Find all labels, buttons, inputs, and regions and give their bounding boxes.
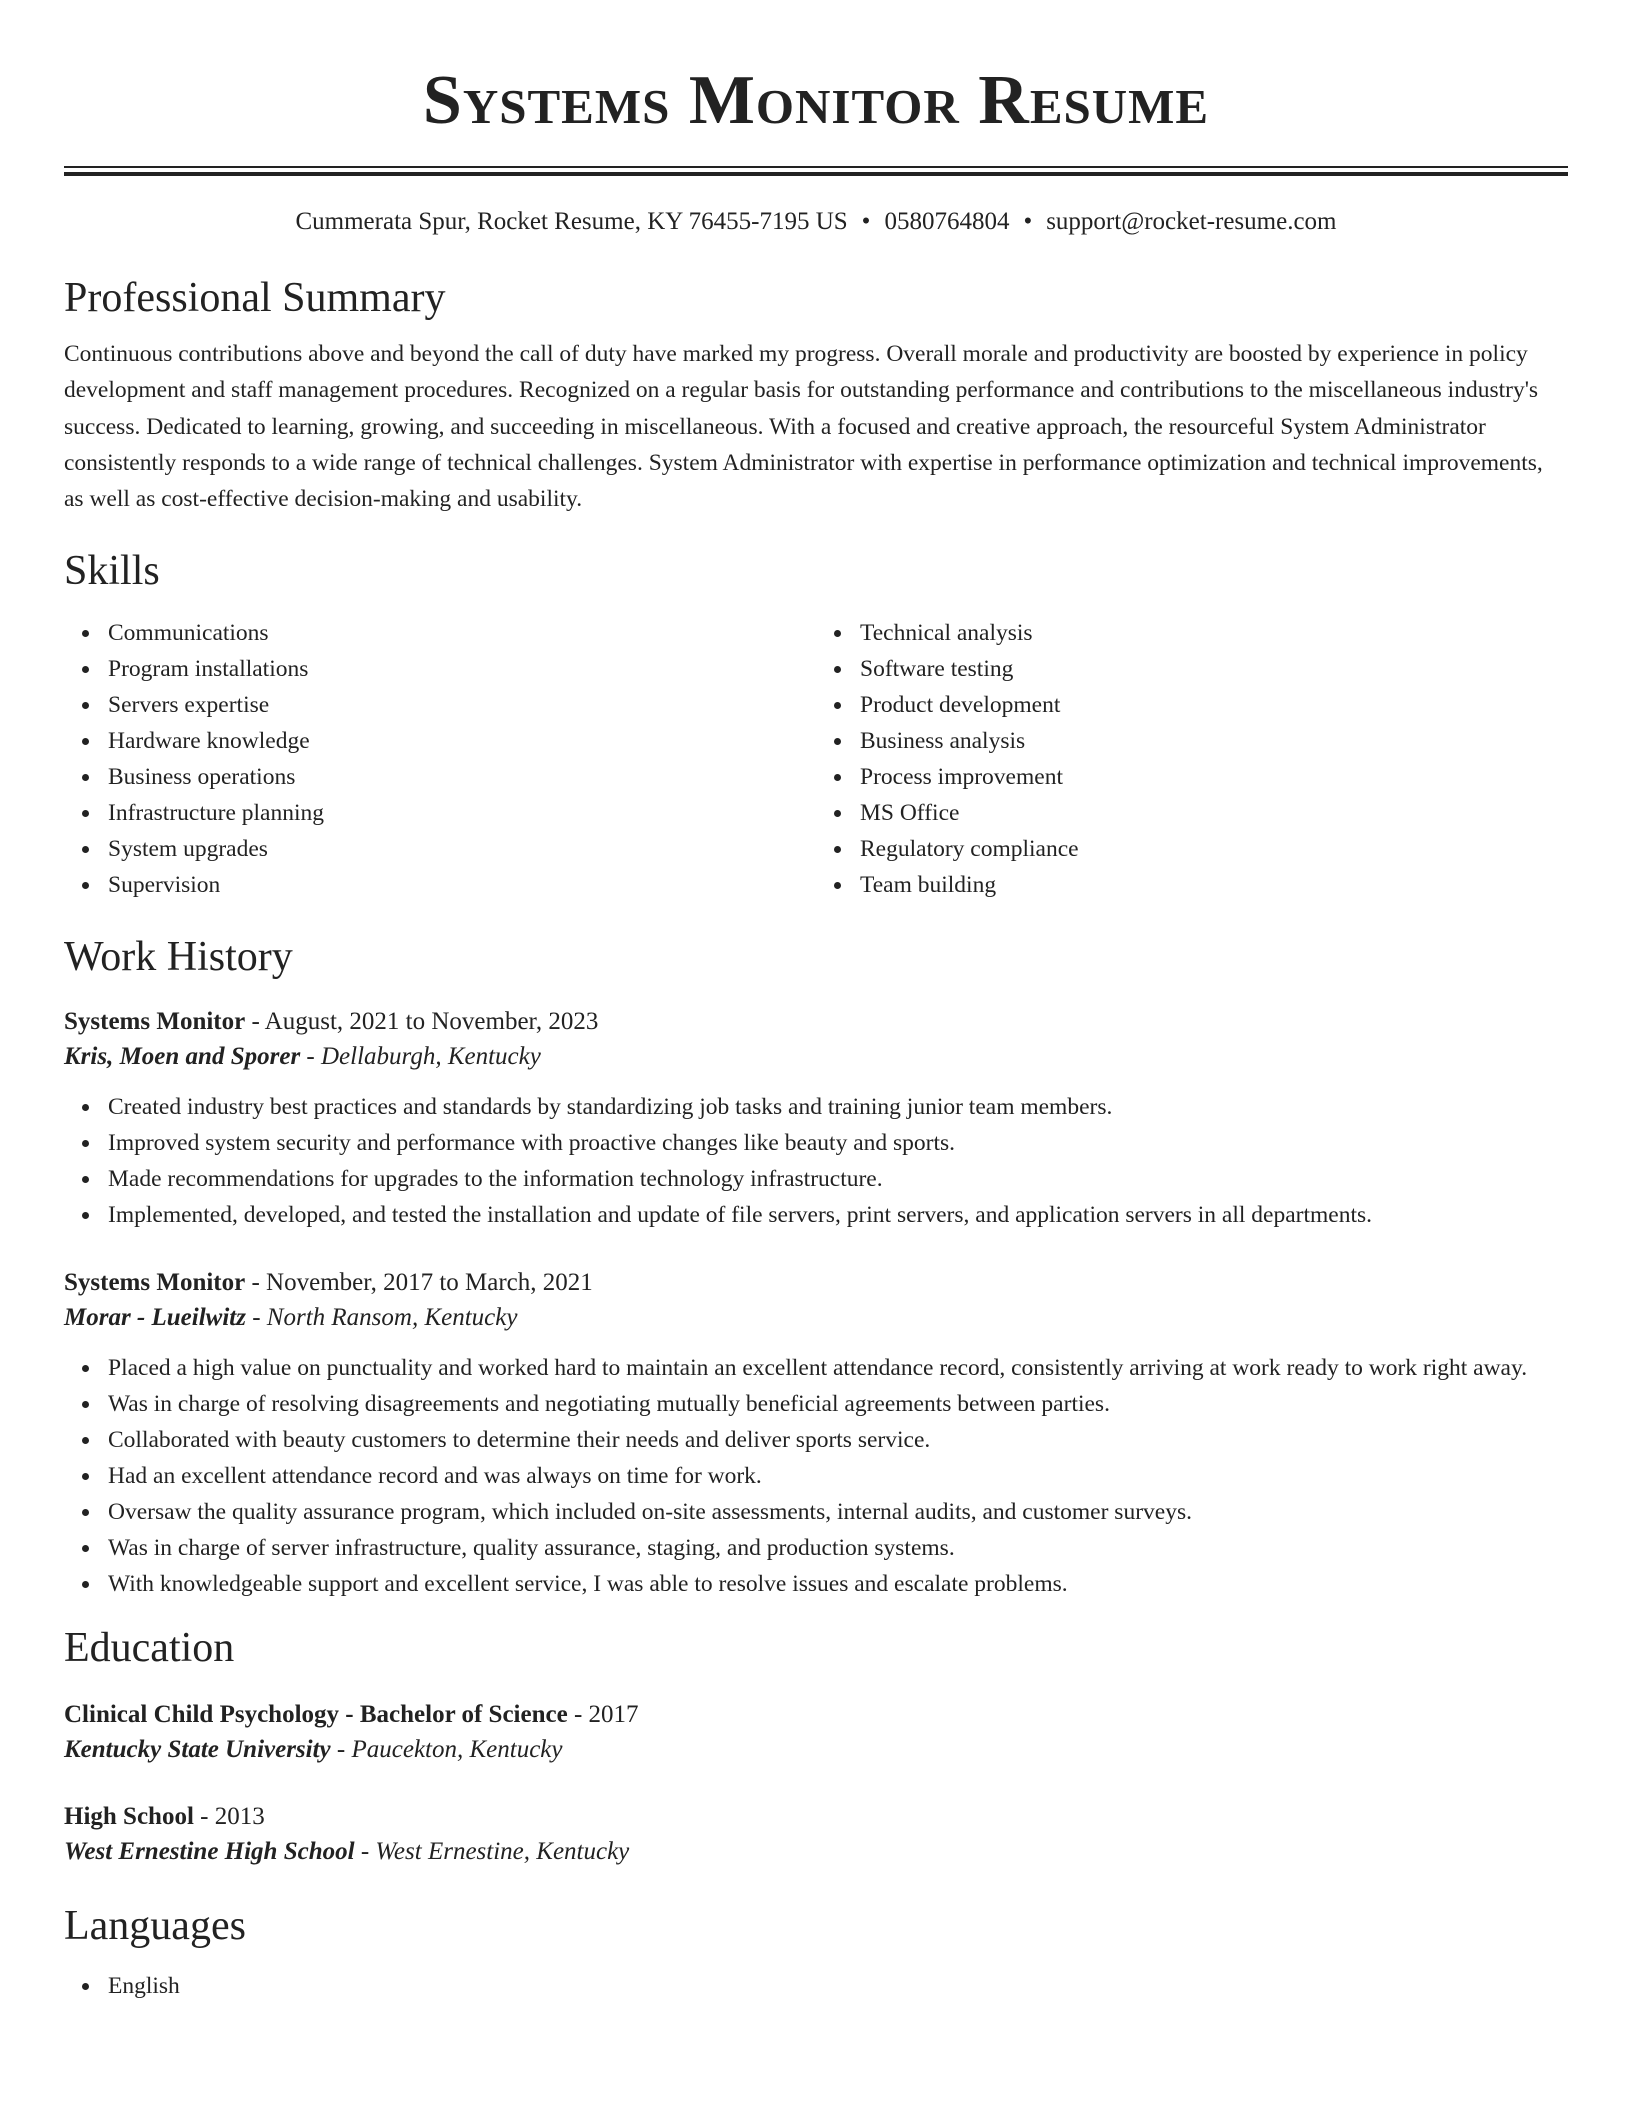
languages-list — [64, 1968, 1568, 2004]
skill-item: Regulatory compliance — [860, 831, 1568, 867]
education-entry — [64, 1698, 1568, 1768]
education-entry — [64, 1800, 1568, 1870]
skill-item: Servers expertise — [108, 687, 816, 723]
skill-item: Team building — [860, 867, 1568, 903]
skill-item: Program installations — [108, 651, 816, 687]
job-bullet: Was in charge of server infrastructure, quality assurance, staging, and production systems. — [108, 1530, 1568, 1566]
work-history-heading: Work History — [64, 934, 293, 981]
job-title: Systems Monitor — [64, 1008, 246, 1036]
skills-heading: Skills — [64, 548, 160, 595]
school-location: - Paucekton, Kentucky — [330, 1736, 563, 1764]
job-entry — [64, 1266, 1568, 1602]
contact-phone: 0580764804 — [884, 208, 1010, 235]
job-dates: - August, 2021 to November, 2023 — [245, 1008, 599, 1036]
skill-item: Business operations — [108, 759, 816, 795]
school-line — [64, 1732, 1568, 1768]
job-title: Systems Monitor — [64, 1269, 246, 1297]
job-bullet: Implemented, developed, and tested the installation and update of file servers, print servers, and application servers in all departments. — [108, 1197, 1568, 1233]
graduation-year: - 2013 — [193, 1803, 265, 1831]
school-line — [64, 1834, 1568, 1870]
degree-name: Clinical Child Psychology - Bachelor of Science — [64, 1701, 568, 1729]
skill-item: System upgrades — [108, 831, 816, 867]
job-bullet: Had an excellent attendance record and was always on time for work. — [108, 1458, 1568, 1494]
employer-location: - North Ransom, Kentucky — [245, 1304, 518, 1332]
job-bullet: Made recommendations for upgrades to the information technology infrastructure. — [108, 1161, 1568, 1197]
skill-item: MS Office — [860, 795, 1568, 831]
skill-item: Technical analysis — [860, 615, 1568, 651]
job-bullet: Placed a high value on punctuality and worked hard to maintain an excellent attendance record, consistently arriving at work ready to work right away. — [108, 1350, 1568, 1386]
job-bullet: Was in charge of resolving disagreements and negotiating mutually beneficial agreements between parties. — [108, 1386, 1568, 1422]
skills-left-column — [64, 615, 816, 903]
skill-item: Software testing — [860, 651, 1568, 687]
job-title-line — [64, 1005, 1568, 1039]
contact-line — [64, 206, 1568, 238]
employer-line — [64, 1039, 1568, 1075]
skill-item: Communications — [108, 615, 816, 651]
degree-line — [64, 1698, 1568, 1732]
job-bullets — [64, 1350, 1568, 1602]
skill-item: Hardware knowledge — [108, 723, 816, 759]
languages-heading: Languages — [64, 1903, 246, 1950]
employer-line — [64, 1300, 1568, 1336]
summary-heading: Professional Summary — [64, 275, 446, 321]
job-title-line — [64, 1266, 1568, 1300]
degree-name: High School — [64, 1803, 194, 1831]
employer-location: - Dellaburgh, Kentucky — [300, 1043, 541, 1071]
skills-grid — [64, 615, 1568, 903]
job-bullet: Collaborated with beauty customers to determine their needs and deliver sports service. — [108, 1422, 1568, 1458]
school-name: West Ernestine High School — [64, 1838, 355, 1866]
skill-item: Process improvement — [860, 759, 1568, 795]
resume-page — [64, 0, 1568, 2004]
skill-item: Supervision — [108, 867, 816, 903]
job-dates: - November, 2017 to March, 2021 — [245, 1269, 593, 1297]
skill-item: Business analysis — [860, 723, 1568, 759]
resume-title: Systems Monitor Resume — [422, 62, 1210, 139]
job-bullets — [64, 1089, 1568, 1233]
job-bullet: With knowledgeable support and excellent service, I was able to resolve issues and escalate problems. — [108, 1566, 1568, 1602]
graduation-year: - 2017 — [567, 1701, 639, 1729]
contact-address: Cummerata Spur, Rocket Resume, KY 76455-7195 US — [295, 208, 848, 235]
employer-name: Kris, Moen and Sporer — [64, 1043, 301, 1071]
education-heading: Education — [64, 1625, 235, 1672]
contact-separator: • — [861, 208, 871, 235]
employer-name: Morar - Lueilwitz — [64, 1304, 246, 1332]
contact-email: support@rocket-resume.com — [1046, 208, 1337, 235]
job-bullet: Oversaw the quality assurance program, which included on-site assessments, internal audits, and customer surveys. — [108, 1494, 1568, 1530]
summary-text: Continuous contributions above and beyond the call of duty have marked my progress. Overall morale and productivity are boosted by experience in policy development and staff management procedures. Recognized on a regular basis for outstanding performance and contributions to the miscellaneous industry's success. Dedicated to learning, growing, and succeeding in miscellaneous. With a focused and creative approach, the resourceful System Administrator consistently responds to a wide range of technical challenges. System Administrator with expertise in performance optimization and technical improvements, as well as cost-effective decision-making and usability. — [64, 341, 1543, 513]
skill-item: Product development — [860, 687, 1568, 723]
skill-item: Infrastructure planning — [108, 795, 816, 831]
job-bullet: Improved system security and performance with proactive changes like beauty and sports. — [108, 1125, 1568, 1161]
school-name: Kentucky State University — [64, 1736, 331, 1764]
school-location: - West Ernestine, Kentucky — [354, 1838, 630, 1866]
title-divider — [64, 166, 1568, 176]
language-item: English — [108, 1968, 1568, 2004]
degree-line — [64, 1800, 1568, 1834]
skills-right-column — [816, 615, 1568, 903]
job-bullet: Created industry best practices and standards by standardizing job tasks and training junior team members. — [108, 1089, 1568, 1125]
job-entry — [64, 1005, 1568, 1233]
contact-separator: • — [1023, 208, 1033, 235]
